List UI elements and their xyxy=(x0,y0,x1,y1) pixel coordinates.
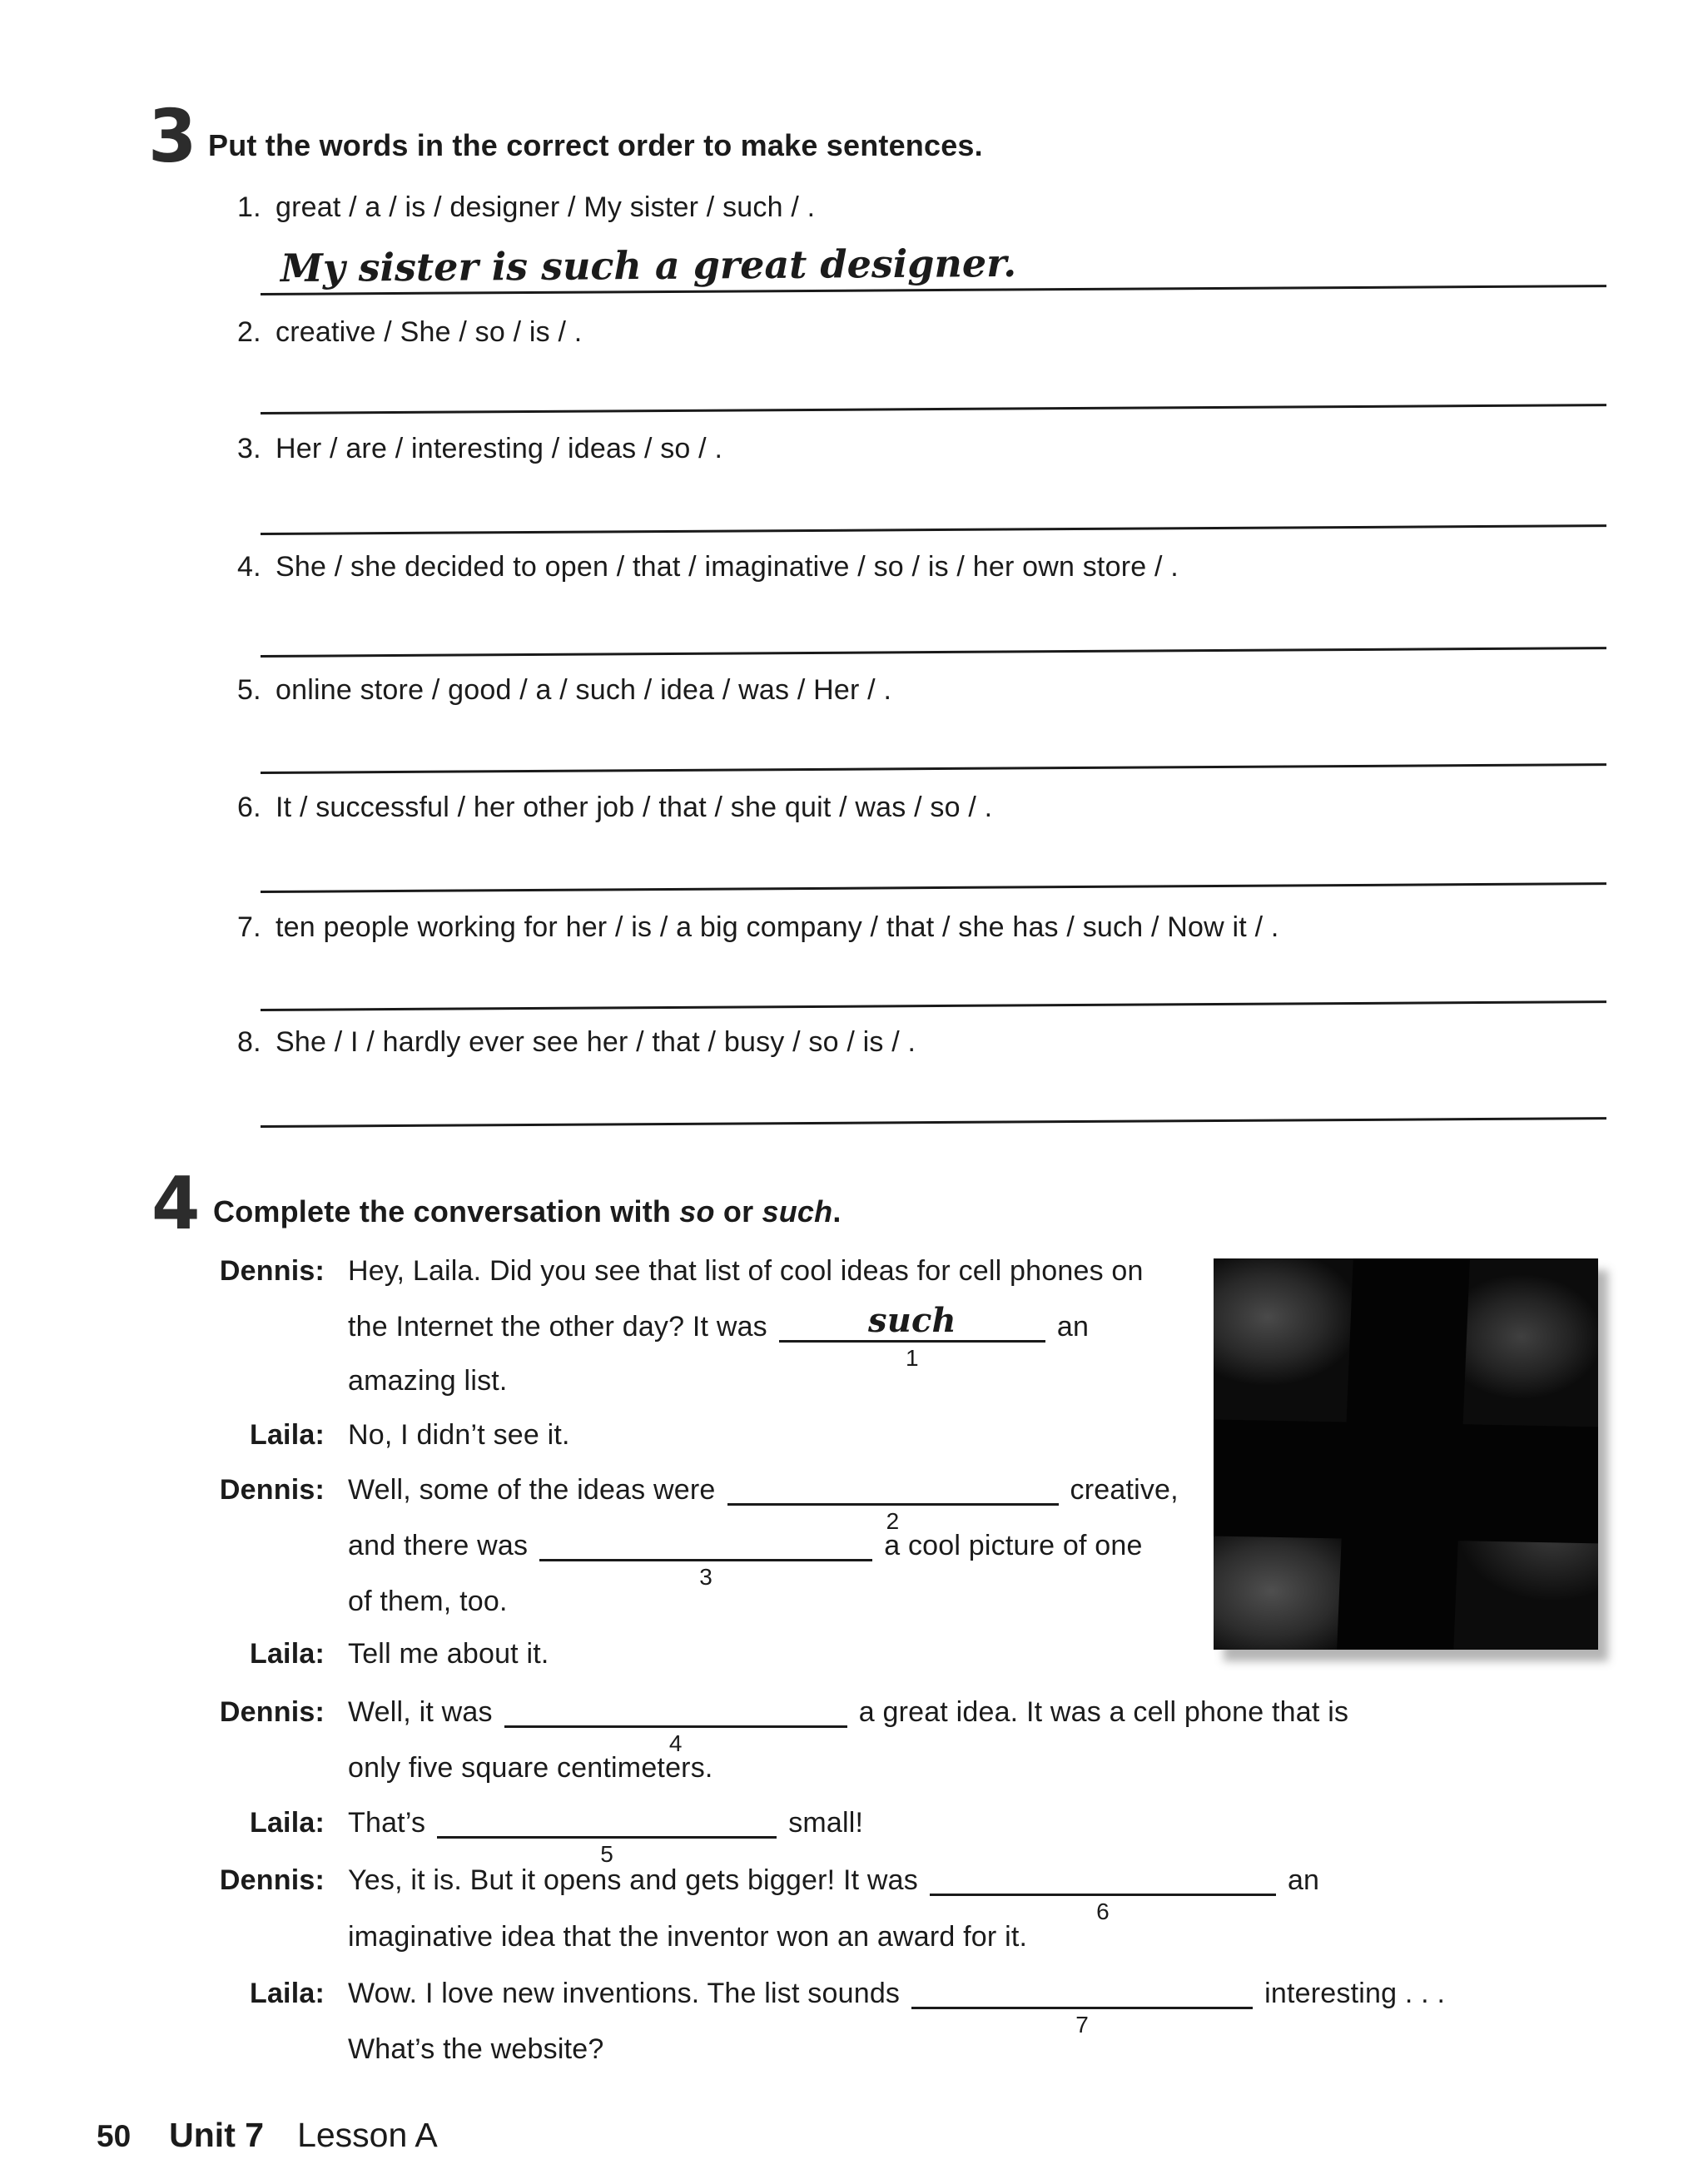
dialogue-text: Yes, it is. But it opens and gets bigger! It was xyxy=(348,1864,918,1896)
item-number: 8. xyxy=(237,1026,261,1058)
dialogue-text: the Internet the other day? It was xyxy=(348,1311,767,1343)
dialogue-text: creative, xyxy=(1070,1474,1179,1506)
conversation-line xyxy=(348,1365,508,1397)
conversation-line xyxy=(200,1978,1446,2038)
conversation-line xyxy=(200,1255,1144,1288)
speaker-label: Dennis: xyxy=(219,1864,325,1896)
title-text: . xyxy=(832,1194,842,1228)
lesson-label: Lesson A xyxy=(297,2116,438,2154)
conversation-line xyxy=(200,1474,1179,1534)
conversation-line xyxy=(200,1807,864,1867)
speaker-label: Laila: xyxy=(249,1419,325,1451)
conversation-line xyxy=(200,1638,549,1670)
dialogue-text: small! xyxy=(788,1807,864,1839)
item-number: 2. xyxy=(237,316,261,348)
blank-number: 5 xyxy=(600,1841,614,1867)
conversation-line xyxy=(348,1301,1090,1371)
dialogue-text: What’s the website? xyxy=(348,2033,604,2065)
dialogue-text: That’s xyxy=(348,1807,426,1839)
blank-number: 7 xyxy=(1075,2012,1090,2038)
item-number: 6. xyxy=(237,792,261,823)
dialogue-text: amazing list. xyxy=(348,1365,508,1397)
item-number: 7. xyxy=(237,911,261,943)
item-text: Her / are / interesting / ideas / so / . xyxy=(276,433,723,464)
conversation-line xyxy=(348,1530,1143,1590)
conversation-line xyxy=(200,1864,1320,1924)
answer-line-6[interactable] xyxy=(261,882,1606,893)
item-text: She / I / hardly ever see her / that / busy / so / is / . xyxy=(276,1026,916,1058)
sentence-item-8 xyxy=(237,1026,916,1059)
fill-blank-7[interactable] xyxy=(911,1982,1253,2038)
title-text: Complete the conversation with xyxy=(213,1194,680,1228)
blank-number: 1 xyxy=(906,1345,919,1371)
answer-line-3[interactable] xyxy=(261,524,1606,535)
conversation-line xyxy=(348,1921,1027,1953)
exercise-3-badge: 3 xyxy=(148,94,197,179)
blank-number: 4 xyxy=(668,1730,683,1756)
conversation-line xyxy=(200,1696,1349,1756)
fill-blank-3[interactable] xyxy=(539,1534,872,1590)
dialogue-text: interesting . . . xyxy=(1264,1978,1446,2009)
dialogue-text: a great idea. It was a cell phone that is xyxy=(858,1696,1349,1728)
photo-cross-horizontal-bar xyxy=(1214,1419,1598,1543)
conversation-line xyxy=(348,2033,603,2066)
item-number: 4. xyxy=(237,551,261,583)
dialogue-text: of them, too. xyxy=(348,1586,508,1617)
sentence-item-1 xyxy=(237,191,815,224)
dialogue-text: and there was xyxy=(348,1530,529,1561)
fill-blank-1[interactable] xyxy=(779,1301,1045,1371)
dialogue-text: a cool picture of one xyxy=(884,1530,1143,1561)
conversation-line xyxy=(348,1586,508,1618)
dialogue-text: an xyxy=(1287,1864,1320,1896)
dialogue-text: an xyxy=(1056,1311,1090,1343)
answer-line-5[interactable] xyxy=(261,763,1606,774)
sentence-item-4 xyxy=(237,551,1179,583)
answer-line-4[interactable] xyxy=(261,647,1606,658)
dialogue-text: imaginative idea that the inventor won an award for it. xyxy=(348,1921,1028,1953)
item-text: ten people working for her / is / a big company / that / she has / such / Now it / . xyxy=(276,911,1279,943)
exercise-4-badge: 4 xyxy=(151,1161,201,1246)
fill-blank-6[interactable] xyxy=(930,1869,1276,1924)
exercise-4-title xyxy=(213,1194,842,1229)
dialogue-text: Well, it was xyxy=(348,1696,493,1728)
handwritten-answer: such xyxy=(867,1301,956,1340)
speaker-label: Laila: xyxy=(249,1807,325,1839)
speaker-label: Laila: xyxy=(249,1638,325,1670)
title-italic-such: such xyxy=(762,1194,833,1228)
item-text: It / successful / her other job / that / she quit / was / so / . xyxy=(276,792,993,823)
item-text: She / she decided to open / that / imaginative / so / is / her own store / . xyxy=(276,551,1179,583)
item-text: great / a / is / designer / My sister / such / . xyxy=(276,191,816,223)
dialogue-text: Tell me about it. xyxy=(348,1638,549,1670)
title-italic-so: so xyxy=(679,1194,715,1228)
blank-number: 2 xyxy=(886,1508,900,1534)
item-number: 3. xyxy=(237,433,261,464)
sentence-item-7 xyxy=(237,911,1279,944)
title-text: or xyxy=(714,1194,762,1228)
exercise-3-title: Put the words in the correct order to make sentences. xyxy=(208,128,983,162)
unit-label: Unit 7 xyxy=(169,2116,265,2154)
dialogue-text: No, I didn’t see it. xyxy=(348,1419,570,1451)
handwritten-answer-1: My sister is such a great designer. xyxy=(280,240,1017,291)
conversation-line xyxy=(200,1419,570,1452)
speaker-label: Dennis: xyxy=(219,1696,325,1728)
dialogue-text: Wow. I love new inventions. The list sounds xyxy=(348,1978,901,2009)
item-number: 5. xyxy=(237,674,261,706)
speaker-label: Laila: xyxy=(249,1978,325,2009)
sentence-item-5 xyxy=(237,674,891,707)
fill-blank-2[interactable] xyxy=(727,1478,1059,1534)
dialogue-text: only five square centimeters. xyxy=(348,1752,713,1784)
item-text: creative / She / so / is / . xyxy=(276,316,583,348)
blank-number: 6 xyxy=(1096,1899,1110,1924)
speaker-label: Dennis: xyxy=(219,1255,325,1287)
fill-blank-5[interactable] xyxy=(437,1811,777,1867)
conversation-line xyxy=(348,1752,713,1784)
item-number: 1. xyxy=(237,191,261,223)
sentence-item-2 xyxy=(237,316,582,349)
fill-blank-4[interactable] xyxy=(504,1700,847,1756)
sentence-item-6 xyxy=(237,792,992,824)
item-text: online store / good / a / such / idea / was / Her / . xyxy=(276,674,892,706)
answer-line-7[interactable] xyxy=(261,1000,1606,1011)
speaker-label: Dennis: xyxy=(219,1474,325,1506)
sentence-item-3 xyxy=(237,433,722,465)
blank-number: 3 xyxy=(699,1564,713,1590)
cross-phone-photo xyxy=(1214,1258,1598,1650)
answer-line-8[interactable] xyxy=(261,1117,1606,1128)
page-footer xyxy=(97,2116,438,2155)
answer-line-2[interactable] xyxy=(261,404,1606,414)
dialogue-text: Well, some of the ideas were xyxy=(348,1474,716,1506)
dialogue-text: Hey, Laila. Did you see that list of cool ideas for cell phones on xyxy=(348,1255,1144,1287)
page-number: 50 xyxy=(97,2119,132,2153)
